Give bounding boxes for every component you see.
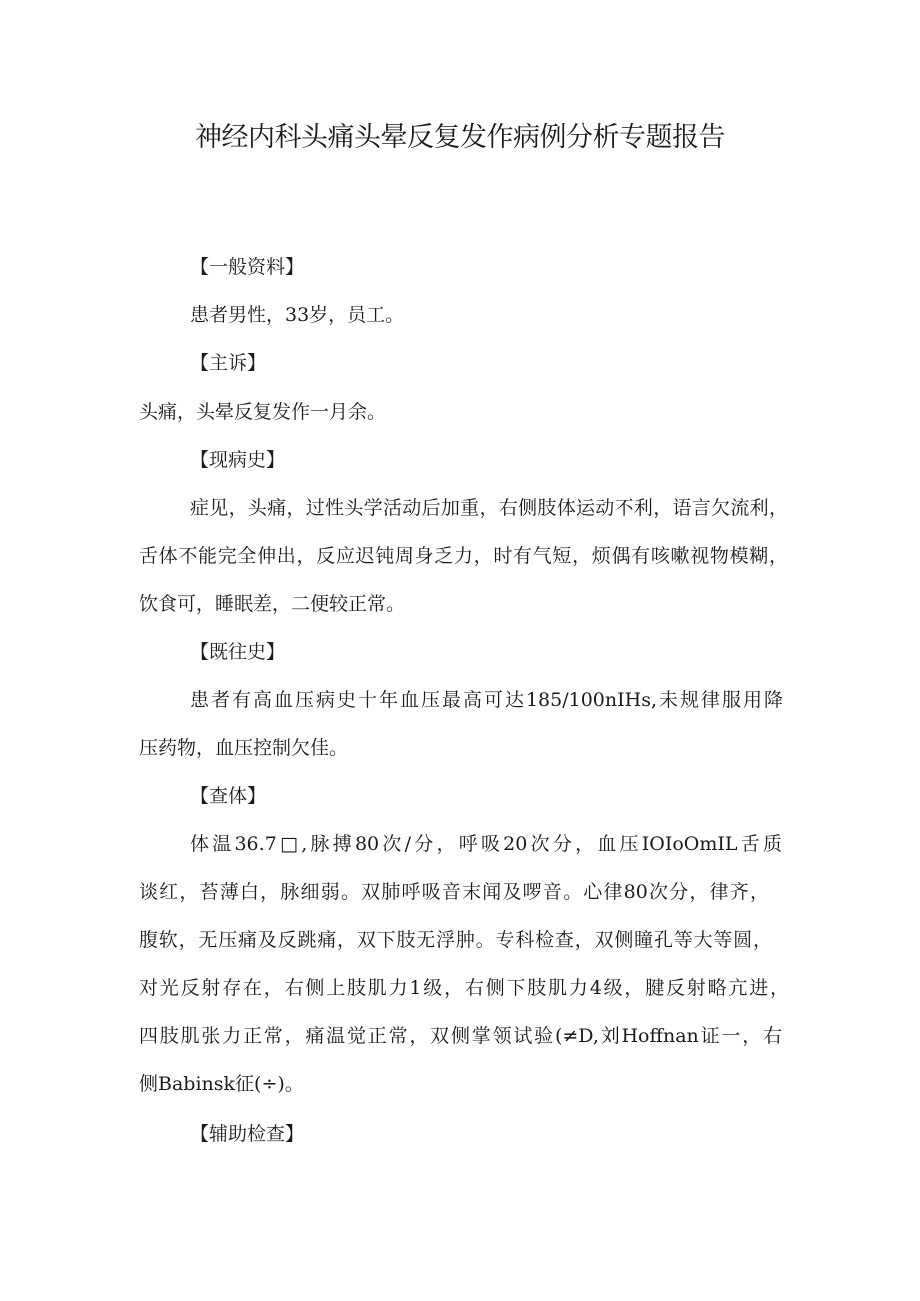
section-heading-past-history: 【既往史】 (190, 641, 286, 663)
physical-exam-line-3: 腹软，无压痛及反跳痛，双下肢无浮肿。专科检查，双侧瞳孔等大等圆， (139, 929, 772, 951)
document-title: 神经内科头痛头晕反复发作病例分析专题报告 (195, 122, 725, 153)
section-heading-physical-exam: 【查体】 (190, 785, 267, 807)
physical-exam-line-5: 四肢肌张力正常，痛温觉正常，双侧掌领试验(≠D,刘Hoffnan证一，右 (139, 1025, 782, 1047)
section-heading-general-info: 【一般资料】 (190, 256, 305, 278)
present-illness-line-2: 舌体不能完全伸出，反应迟钝周身乏力，时有气短，烦偶有咳嗽视物模糊， (139, 545, 788, 567)
section-heading-chief-complaint: 【主诉】 (190, 352, 267, 374)
present-illness-line-3: 饮食可，睡眠差，二便较正常。 (139, 593, 406, 615)
general-info-text: 患者男性，33岁，员工。 (190, 304, 405, 326)
section-heading-present-illness: 【现病史】 (190, 449, 286, 471)
physical-exam-line-1: 体温36.7□,脉搏80次/分，呼吸20次分，血压IOIoOmIL舌质 (190, 833, 782, 855)
present-illness-line-1: 症见，头痛，过性头学活动后加重，右侧肢体运动不利，语言欠流利， (190, 497, 788, 519)
physical-exam-line-6: 侧Babinsk征(÷)。 (139, 1073, 304, 1095)
physical-exam-line-4: 对光反射存在，右侧上肢肌力1级，右侧下肢肌力4级，腱反射略亢进， (139, 977, 789, 999)
past-history-line-2: 压药物，血压控制欠佳。 (139, 737, 349, 759)
section-heading-auxiliary-exam: 【辅助检查】 (190, 1123, 305, 1145)
past-history-line-1: 患者有高血压病史十年血压最高可达185/100nIHs,未规律服用降 (190, 689, 783, 711)
chief-complaint-text: 头痛，头晕反复发作一月余。 (139, 401, 387, 423)
physical-exam-line-2: 谈红，苔薄白，脉细弱。双肺呼吸音末闻及啰音。心律80次分，律齐， (139, 881, 769, 903)
